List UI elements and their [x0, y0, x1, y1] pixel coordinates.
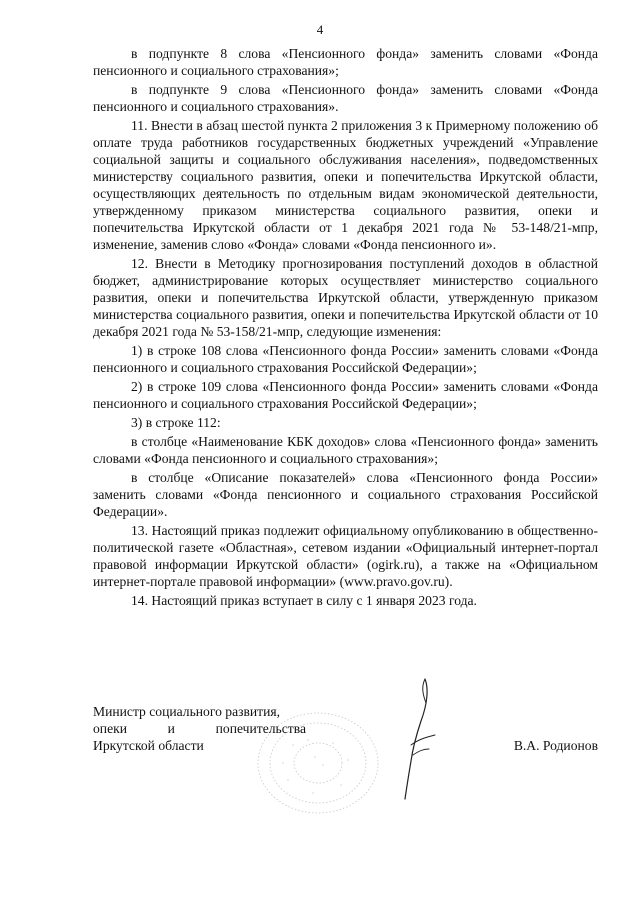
- paragraph-item-12: 12. Внести в Методику прогнозирования поступлений доходов в областной бюджет, администрирование которых осуществляет министерство социального развития, опеки и попечительства Иркутской области, утвержденную приказом министерства социального развития, опеки и попечительства Иркутской области от 10 декабря 2021 года № 53-158/21-мпр, следующие изменения:: [93, 256, 598, 339]
- handwritten-signature: [393, 675, 453, 805]
- paragraph-row-112: 3) в строке 112:: [131, 415, 221, 430]
- signatory-position-line-2: [93, 720, 306, 737]
- paragraph-description-column: в столбце «Описание показателей» слова «Пенсионного фонда России» заменить словами «Фонда пенсионного и социального страхования Российской Федерации».: [93, 470, 598, 519]
- paragraph-subitem-9: в подпункте 9 слова «Пенсионного фонда» заменить словами «Фонда пенсионного и социального страхования».: [93, 82, 598, 114]
- paragraph-row-108: 1) в строке 108 слова «Пенсионного фонда России» заменить словами «Фонда пенсионного и социального страхования Российской Федерации»;: [93, 343, 598, 375]
- signatory-position-word: попечительства: [215, 721, 306, 736]
- signatory-name: В.А. Родионов: [513, 738, 598, 753]
- paragraph-item-14: 14. Настоящий приказ вступает в силу с 1 января 2023 года.: [131, 593, 477, 608]
- paragraph-subitem-8: в подпункте 8 слова «Пенсионного фонда» заменить словами «Фонда пенсионного и социального страхования»;: [93, 46, 598, 78]
- paragraph-row-109: 2) в строке 109 слова «Пенсионного фонда России» заменить словами «Фонда пенсионного и социального страхования Российской Федерации»;: [93, 379, 598, 411]
- paragraph-kbk-column: в столбце «Наименование КБК доходов» слова «Пенсионного фонда» заменить словами «Фонда пенсионного и социального страхования»;: [93, 434, 598, 466]
- paragraph-item-13: 13. Настоящий приказ подлежит официальному опубликованию в общественно-политической газете «Областная», сетевом издании «Официальный интернет-портал правовой информации Иркутской области» (ogirk.ru), а также на «Официальном интернет-портале правовой информации» (www.pravo.gov.ru).: [93, 523, 598, 589]
- paragraph-item-11: 11. Внести в абзац шестой пункта 2 приложения 3 к Примерному положению об оплате труда работников государственных бюджетных учреждений «Управление социальной защиты и социального обслуживания населения», подведомственных министерству социального развития, опеки и попечительства Иркутской области, осуществляющих деятельность по отдельным видам экономической деятельности, утвержденному приказом министерства социального развития, опеки и попечительства Иркутской области от 1 декабря 2021 года № 53-148/21-мпр, изменение, заменив слово «Фонда» словами «Фонда пенсионного и».: [93, 118, 598, 252]
- page-number: 4: [316, 22, 324, 37]
- document-body: [93, 45, 598, 609]
- signatory-position-line-3: Иркутской области: [93, 738, 204, 753]
- signatory-position-word: опеки: [93, 721, 127, 736]
- signatory-position: [93, 703, 323, 754]
- signatory-position-word: и: [167, 721, 175, 736]
- signatory-position-line-1: Министр социального развития,: [93, 704, 281, 719]
- signature-block: [93, 703, 598, 793]
